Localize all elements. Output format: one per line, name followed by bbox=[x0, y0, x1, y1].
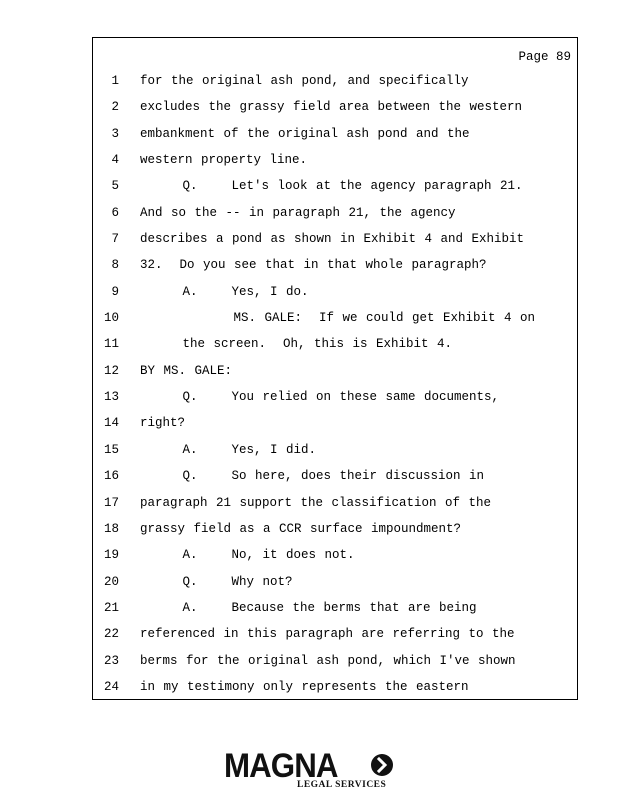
line-text: the screen. Oh, this is Exhibit 4. bbox=[140, 337, 453, 352]
transcript-line bbox=[93, 388, 577, 414]
line-number: 21 bbox=[103, 600, 119, 615]
transcript-line bbox=[93, 335, 577, 361]
logo-subtitle: LEGAL SERVICES bbox=[297, 780, 387, 790]
line-number: 2 bbox=[111, 100, 119, 115]
line-text: Q. So here, does their discussion in bbox=[140, 469, 485, 484]
line-number: 6 bbox=[111, 205, 119, 220]
line-number: 22 bbox=[103, 627, 119, 642]
line-text: And so the -- in paragraph 21, the agency bbox=[140, 205, 456, 220]
line-number: 16 bbox=[103, 469, 119, 484]
line-text: excludes the grassy field area between the western bbox=[140, 100, 523, 115]
line-text: BY MS. GALE: bbox=[140, 363, 233, 378]
line-number: 9 bbox=[111, 284, 119, 299]
line-number: 14 bbox=[103, 416, 119, 431]
line-text: grassy field as a CCR surface impoundment? bbox=[140, 521, 462, 536]
line-text: Q. You relied on these same documents, bbox=[140, 390, 500, 405]
transcript-line bbox=[93, 678, 577, 704]
line-number: 8 bbox=[111, 258, 119, 273]
line-text: embankment of the original ash pond and the bbox=[140, 126, 470, 141]
chevron-circle-icon bbox=[370, 753, 394, 777]
page-number: Page 89 bbox=[518, 50, 571, 64]
transcript-line bbox=[93, 573, 577, 599]
transcript-line bbox=[93, 98, 577, 124]
transcript-line bbox=[93, 72, 577, 98]
line-number: 19 bbox=[103, 548, 119, 563]
line-text: paragraph 21 support the classification of the bbox=[140, 495, 492, 510]
transcript-line bbox=[93, 230, 577, 256]
line-number: 4 bbox=[111, 153, 119, 168]
transcript-line bbox=[93, 309, 577, 335]
line-text: A. No, it does not. bbox=[140, 548, 355, 563]
transcript-line bbox=[93, 441, 577, 467]
transcript-line bbox=[93, 414, 577, 440]
line-number: 23 bbox=[103, 653, 119, 668]
transcript-line bbox=[93, 151, 577, 177]
transcript-line bbox=[93, 652, 577, 678]
line-text: in my testimony only represents the eastern bbox=[140, 679, 469, 694]
line-text: referenced in this paragraph are referring to the bbox=[140, 627, 515, 642]
logo-wordmark: MAGNA bbox=[224, 747, 338, 785]
transcript-line bbox=[93, 204, 577, 230]
line-number: 3 bbox=[111, 126, 119, 141]
line-text: A. Because the berms that are being bbox=[140, 600, 477, 615]
transcript-page bbox=[92, 37, 578, 700]
line-number: 7 bbox=[111, 232, 119, 247]
line-text: describes a pond as shown in Exhibit 4 and Exhibit bbox=[140, 232, 525, 247]
line-text: berms for the original ash pond, which I've shown bbox=[140, 653, 516, 668]
line-text: Q. Let's look at the agency paragraph 21. bbox=[140, 179, 523, 194]
transcript-line bbox=[93, 546, 577, 572]
line-number: 10 bbox=[103, 311, 119, 326]
line-number: 20 bbox=[103, 574, 119, 589]
line-text: for the original ash pond, and specifically bbox=[140, 74, 469, 88]
line-number: 5 bbox=[111, 179, 119, 194]
line-text: A. Yes, I did. bbox=[140, 442, 317, 457]
line-number: 13 bbox=[103, 390, 119, 405]
line-number: 18 bbox=[103, 521, 119, 536]
transcript-line bbox=[93, 520, 577, 546]
transcript-line bbox=[93, 283, 577, 309]
line-text: right? bbox=[140, 416, 186, 431]
line-number: 24 bbox=[103, 679, 119, 694]
line-number: 1 bbox=[111, 74, 119, 88]
line-text: A. Yes, I do. bbox=[140, 284, 309, 299]
line-number: 15 bbox=[103, 442, 119, 457]
line-text: western property line. bbox=[140, 153, 308, 168]
transcript-line bbox=[93, 625, 577, 651]
transcript-line bbox=[93, 494, 577, 520]
line-number: 12 bbox=[103, 363, 119, 378]
magna-logo bbox=[224, 748, 396, 794]
transcript-line bbox=[93, 125, 577, 151]
transcript-body bbox=[93, 72, 577, 704]
line-number: 11 bbox=[103, 337, 119, 352]
transcript-line bbox=[93, 467, 577, 493]
transcript-line bbox=[93, 362, 577, 388]
transcript-line bbox=[93, 599, 577, 625]
transcript-line bbox=[93, 177, 577, 203]
line-text: MS. GALE: If we could get Exhibit 4 on bbox=[140, 311, 536, 326]
line-text: 32. Do you see that in that whole paragraph? bbox=[140, 258, 487, 273]
line-text: Q. Why not? bbox=[140, 574, 293, 589]
transcript-line bbox=[93, 256, 577, 282]
line-number: 17 bbox=[103, 495, 119, 510]
